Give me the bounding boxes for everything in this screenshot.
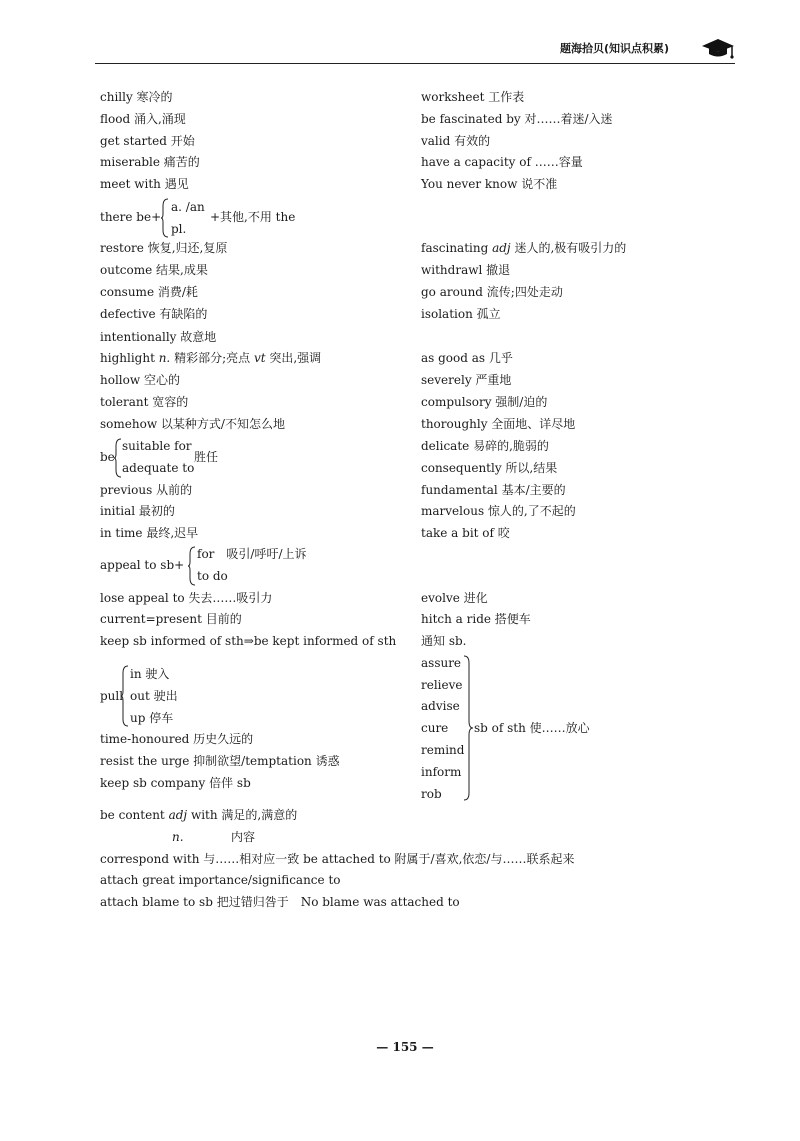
fascinating-pos-adj: adj xyxy=(492,241,511,255)
there-be-brace xyxy=(160,198,170,238)
appeal-brace xyxy=(187,546,197,586)
highlight-meaning-vt: 突出,强调 xyxy=(265,351,322,365)
graduation-cap-icon xyxy=(700,36,736,60)
entry-in-time: in time 最终,迟早 xyxy=(100,526,199,540)
entry-go-around: go around 流传;四处走动 xyxy=(421,285,563,299)
entry-consequently: consequently 所以,结果 xyxy=(421,461,558,475)
entry-time-honoured: time-honoured 历史久远的 xyxy=(100,732,254,746)
verb-advise: advise xyxy=(421,699,460,713)
entry-highlight xyxy=(100,350,321,366)
entry-pull-head: pull xyxy=(100,689,124,703)
entry-consume: consume 消费/耗 xyxy=(100,285,198,299)
entry-restore: restore 恢复,归还,复原 xyxy=(100,241,228,255)
entry-pull-up: up 停车 xyxy=(130,711,174,725)
verb-remind: remind xyxy=(421,743,465,757)
entry-defective: defective 有缺陷的 xyxy=(100,307,208,321)
entry-attach-importance: attach great importance/significance to xyxy=(100,873,341,887)
entry-pull-out: out 驶出 xyxy=(130,689,178,703)
highlight-meaning: 精彩部分;亮点 xyxy=(170,351,254,365)
entry-initial: initial 最初的 xyxy=(100,504,175,518)
entry-compulsory: compulsory 强制/迫的 xyxy=(421,395,548,409)
content-word: be content xyxy=(100,808,169,822)
header-title: 题海拾贝(知识点积累) xyxy=(560,42,670,55)
entry-fascinated: be fascinated by 对……着迷/入迷 xyxy=(421,112,613,126)
entry-worksheet: worksheet 工作表 xyxy=(421,90,525,104)
entry-be-tail: 胜任 xyxy=(194,450,219,464)
highlight-pos-vt: vt xyxy=(253,351,266,365)
verb-relieve: relieve xyxy=(421,678,463,692)
verbs-tail: sb of sth 使……放心 xyxy=(474,721,590,735)
entry-flood: flood 涌入,涌现 xyxy=(100,112,186,126)
entry-get-started: get started 开始 xyxy=(100,134,195,148)
entry-evolve: evolve 进化 xyxy=(421,591,488,605)
header-rule xyxy=(95,63,735,64)
entry-pull-in: in 驶入 xyxy=(130,667,170,681)
highlight-word: highlight xyxy=(100,351,159,365)
entry-content-pos-n: n. xyxy=(172,830,184,844)
content-meaning: with 满足的,满意的 xyxy=(187,808,298,822)
entry-isolation: isolation 孤立 xyxy=(421,307,501,321)
verb-assure: assure xyxy=(421,656,462,670)
entry-there-be-head: there be+ xyxy=(100,210,162,224)
verb-cure: cure xyxy=(421,721,449,735)
verbs-closing-brace xyxy=(462,655,474,801)
entry-severely: severely 严重地 xyxy=(421,373,512,387)
entry-fundamental: fundamental 基本/主要的 xyxy=(421,483,566,497)
entry-capacity: have a capacity of ……容量 xyxy=(421,155,583,169)
entry-intentionally: intentionally 故意地 xyxy=(100,330,217,344)
entry-be-suitable: suitable for xyxy=(122,439,192,453)
entry-delicate: delicate 易碎的,脆弱的 xyxy=(421,439,549,453)
entry-withdrawl: withdrawl 撤退 xyxy=(421,263,511,277)
entry-resist: resist the urge 抑制欲望/temptation 诱惑 xyxy=(100,754,340,768)
fascinating-word: fascinating xyxy=(421,241,493,255)
entry-appeal-todo: to do xyxy=(197,569,228,583)
entry-miserable: miserable 痛苦的 xyxy=(100,155,200,169)
entry-fascinating xyxy=(421,240,626,256)
entry-be-adequate: adequate to xyxy=(122,461,195,475)
verb-rob: rob xyxy=(421,787,442,801)
entry-thoroughly: thoroughly 全面地、详尽地 xyxy=(421,417,576,431)
verb-inform: inform xyxy=(421,765,462,779)
entry-appeal-head: appeal to sb+ xyxy=(100,558,185,572)
entry-meet-with: meet with 遇见 xyxy=(100,177,189,191)
entry-valid: valid 有效的 xyxy=(421,134,491,148)
content-pos-adj: adj xyxy=(168,808,188,822)
entry-correspond: correspond with 与……相对应一致 be attached to 附属于/喜欢,依恋/与……联系起来 xyxy=(100,852,575,866)
entry-keep-company: keep sb company 倍伴 sb xyxy=(100,776,251,790)
entry-hitch: hitch a ride 搭便车 xyxy=(421,612,531,626)
entry-previous: previous 从前的 xyxy=(100,483,193,497)
entry-content xyxy=(100,807,297,823)
entry-attach-blame: attach blame to sb 把过错归咎于 No blame was attached to xyxy=(100,895,460,909)
entry-outcome: outcome 结果,成果 xyxy=(100,263,208,277)
entry-notify: 通知 sb. xyxy=(421,634,467,648)
entry-hollow: hollow 空心的 xyxy=(100,373,180,387)
entry-appeal-for: for 吸引/呼吁/上诉 xyxy=(197,547,307,561)
entry-chilly: chilly 寒冷的 xyxy=(100,90,173,104)
entry-current: current=present 目前的 xyxy=(100,612,242,626)
highlight-pos-n: n. xyxy=(158,351,171,365)
page-number: — 155 — xyxy=(376,1040,434,1054)
entry-somehow: somehow 以某种方式/不知怎么地 xyxy=(100,417,285,431)
entry-marvelous: marvelous 惊人的,了不起的 xyxy=(421,504,576,518)
entry-take-a-bit: take a bit of 咬 xyxy=(421,526,510,540)
entry-there-be-tail: +其他,不用 the xyxy=(210,210,296,224)
entry-lose-appeal: lose appeal to 失去……吸引力 xyxy=(100,591,273,605)
entry-tolerant: tolerant 宽容的 xyxy=(100,395,189,409)
entry-content-n-text: 内容 xyxy=(231,830,256,844)
fascinating-meaning: 迷人的,极有吸引力的 xyxy=(510,241,627,255)
pull-brace xyxy=(120,665,130,727)
entry-keep-informed: keep sb informed of sth⇒be kept informed of sth xyxy=(100,634,397,648)
entry-as-good-as: as good as 几乎 xyxy=(421,351,513,365)
entry-there-be-pl: pl. xyxy=(171,222,187,236)
entry-be-head: be xyxy=(100,450,115,464)
entry-never-know: You never know 说不准 xyxy=(421,177,558,191)
entry-there-be-a: a. /an xyxy=(171,200,205,214)
